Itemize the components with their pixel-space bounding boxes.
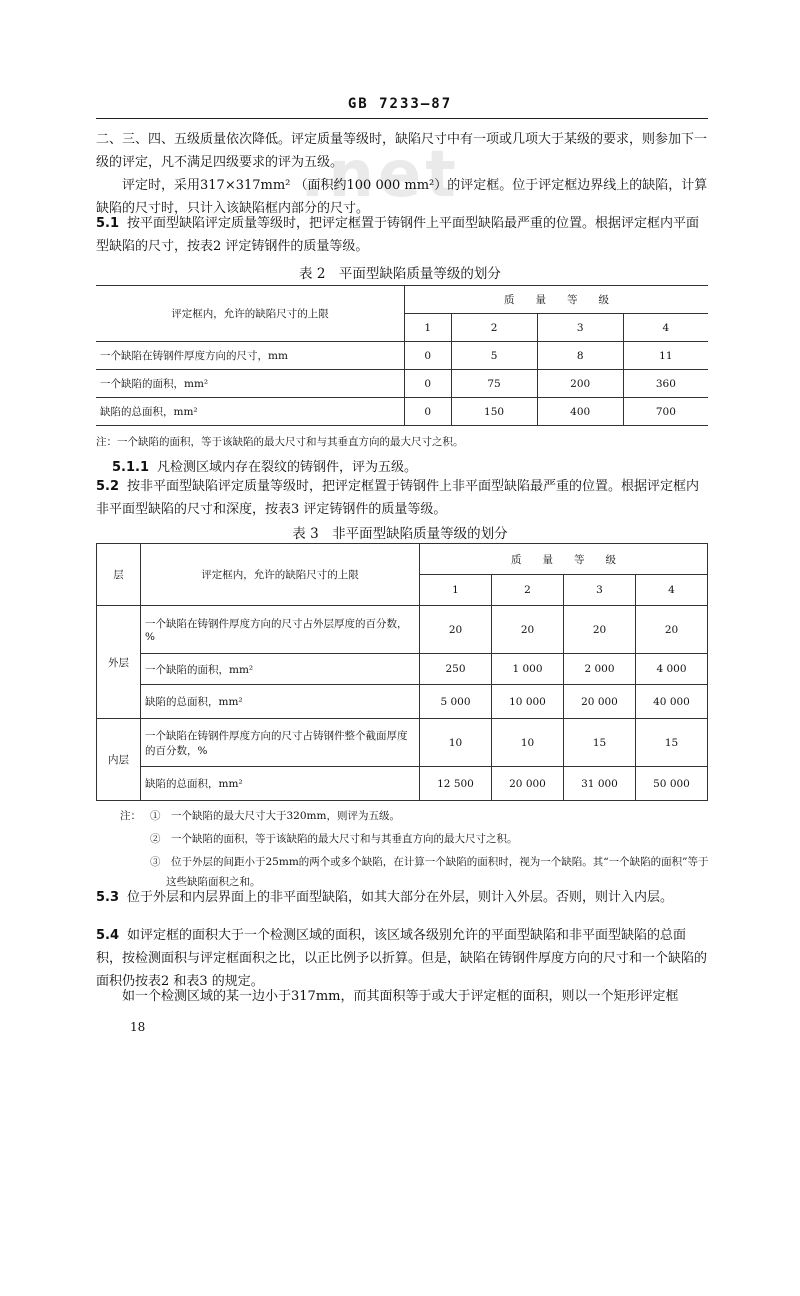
table-3-notes bbox=[150, 806, 710, 892]
note-item: ① 一个缺陷的最大尺寸大于320mm，则评为五级。 bbox=[150, 810, 400, 822]
table-cell: 20 000 bbox=[564, 685, 636, 719]
row-label: 一个缺陷在铸钢件厚度方向的尺寸，mm bbox=[96, 342, 405, 370]
table-cell: 20 bbox=[636, 606, 708, 654]
layer-header: 层 bbox=[97, 544, 141, 606]
table-cell: 5 bbox=[451, 342, 537, 370]
grade-header: 质 量 等 级 bbox=[405, 286, 709, 314]
table-row bbox=[97, 654, 708, 685]
table-cell: 20 bbox=[420, 606, 492, 654]
table-2-note: 注：一个缺陷的面积，等于该缺陷的最大尺寸和与其垂直方向的最大尺寸之积。 bbox=[96, 436, 464, 448]
table-cell: 8 bbox=[537, 342, 623, 370]
row-label: 缺陷的总面积，mm² bbox=[141, 767, 420, 801]
note-item: ② 一个缺陷的面积，等于该缺陷的最大尺寸和与其垂直方向的最大尺寸之积。 bbox=[150, 833, 518, 845]
row-label: 一个缺陷的面积，mm² bbox=[141, 654, 420, 685]
table-header: 评定框内，允许的缺陷尺寸的上限 bbox=[141, 544, 420, 606]
table-cell: 5 000 bbox=[420, 685, 492, 719]
section-5-4 bbox=[96, 924, 708, 993]
table-cell: 400 bbox=[537, 398, 623, 426]
note-item: ③ 位于外层的间距小于25mm的两个或多个缺陷，在计算一个缺陷的面积时，视为一个缺陷。其“一个缺陷的面积”等于这些缺陷面积之和。 bbox=[150, 856, 709, 888]
table-cell: 10 bbox=[492, 719, 564, 767]
table-cell: 11 bbox=[623, 342, 708, 370]
table-3 bbox=[96, 543, 708, 801]
grade-cell: 4 bbox=[623, 314, 708, 342]
table-cell: 700 bbox=[623, 398, 708, 426]
table-cell: 1 000 bbox=[492, 654, 564, 685]
section-text: 按非平面型缺陷评定质量等级时，把评定框置于铸钢件上非平面型缺陷最严重的位置。根据评定框内非平面型缺陷的尺寸和深度，按表3 评定铸钢件的质量等级。 bbox=[96, 479, 700, 517]
table-row bbox=[97, 719, 708, 767]
grade-cell: 1 bbox=[420, 575, 492, 606]
section-number: 5.1 bbox=[96, 216, 120, 231]
table-cell: 15 bbox=[636, 719, 708, 767]
table-header: 评定框内，允许的缺陷尺寸的上限 bbox=[96, 286, 405, 342]
table-cell: 40 000 bbox=[636, 685, 708, 719]
table-row bbox=[97, 606, 708, 654]
table-3-caption: 表 3 非平面型缺陷质量等级的划分 bbox=[292, 526, 508, 542]
layer-cell-inner: 内层 bbox=[97, 719, 141, 801]
watermark: .net bbox=[300, 138, 460, 212]
table-cell: 250 bbox=[420, 654, 492, 685]
section-number: 5.3 bbox=[96, 890, 120, 905]
section-text: 位于外层和内层界面上的非平面型缺陷，如其大部分在外层，则计入外层。否则，则计入内层。 bbox=[127, 890, 674, 905]
grade-cell: 3 bbox=[564, 575, 636, 606]
section-number: 5.1.1 bbox=[112, 460, 150, 475]
table-2-caption: 表 2 平面型缺陷质量等级的划分 bbox=[299, 266, 501, 282]
table-cell: 31 000 bbox=[564, 767, 636, 801]
grade-cell: 4 bbox=[636, 575, 708, 606]
row-label: 缺陷的总面积，mm² bbox=[96, 398, 405, 426]
page-header: GB 7233—87 bbox=[347, 96, 453, 112]
table-cell: 20 000 bbox=[492, 767, 564, 801]
table-cell: 360 bbox=[623, 370, 708, 398]
row-label: 一个缺陷在铸钢件厚度方向的尺寸占外层厚度的百分数，% bbox=[141, 606, 420, 654]
table-cell: 20 bbox=[564, 606, 636, 654]
section-text: 按平面型缺陷评定质量等级时，把评定框置于铸钢件上平面型缺陷最严重的位置。根据评定框内平面型缺陷的尺寸，按表2 评定铸钢件的质量等级。 bbox=[96, 216, 700, 254]
table-cell: 0 bbox=[405, 370, 452, 398]
table-cell: 2 000 bbox=[564, 654, 636, 685]
grade-cell: 1 bbox=[405, 314, 452, 342]
page-number: 18 bbox=[130, 1020, 146, 1034]
section-5-2 bbox=[96, 475, 708, 521]
section-text: 如评定框的面积大于一个检测区域的面积，该区域各级别允许的平面型缺陷和非平面型缺陷的总面积，按检测面积与评定框面积之比，以正比例予以折算。但是，缺陷在铸钢件厚度方向的尺寸和一个缺陷的面积仍按表2 和表3 的规定。 bbox=[96, 928, 708, 989]
table-cell: 0 bbox=[405, 342, 452, 370]
layer-cell-outer: 外层 bbox=[97, 606, 141, 719]
paragraph-2: 评定时，采用317×317mm² （面积约100 000 mm²）的评定框。位于评定框边界线上的缺陷，计算缺陷的尺寸时，只计入该缺陷框内部分的尺寸。 bbox=[96, 178, 708, 216]
table-cell: 12 500 bbox=[420, 767, 492, 801]
table-row bbox=[96, 398, 708, 426]
row-label: 一个缺陷的面积，mm² bbox=[96, 370, 405, 398]
table-cell: 20 bbox=[492, 606, 564, 654]
table-2 bbox=[96, 285, 708, 426]
table-row bbox=[96, 342, 708, 370]
grade-header: 质 量 等 级 bbox=[420, 544, 708, 575]
section-number: 5.2 bbox=[96, 479, 120, 494]
table-cell: 200 bbox=[537, 370, 623, 398]
table-3-note-label: 注： bbox=[120, 810, 141, 822]
grade-cell: 2 bbox=[451, 314, 537, 342]
grade-cell: 2 bbox=[492, 575, 564, 606]
section-number: 5.4 bbox=[96, 928, 120, 943]
table-row bbox=[97, 767, 708, 801]
paragraph-1: 二、三、四、五级质量依次降低。评定质量等级时，缺陷尺寸中有一项或几项大于某级的要求，则参加下一级的评定，凡不满足四级要求的评为五级。 bbox=[96, 132, 708, 170]
table-cell: 150 bbox=[451, 398, 537, 426]
table-row bbox=[96, 370, 708, 398]
section-5-1 bbox=[96, 212, 708, 258]
row-label: 缺陷的总面积，mm² bbox=[141, 685, 420, 719]
section-5-3 bbox=[96, 886, 708, 909]
grade-cell: 3 bbox=[537, 314, 623, 342]
table-row bbox=[97, 685, 708, 719]
table-cell: 75 bbox=[451, 370, 537, 398]
table-cell: 4 000 bbox=[636, 654, 708, 685]
header-rule bbox=[96, 118, 708, 119]
paragraph-last: 如一个检测区域的某一边小于317mm，而其面积等于或大于评定框的面积，则以一个矩形评定框 bbox=[122, 989, 679, 1004]
section-text: 凡检测区域内存在裂纹的铸钢件，评为五级。 bbox=[157, 460, 418, 475]
table-cell: 10 bbox=[420, 719, 492, 767]
table-cell: 50 000 bbox=[636, 767, 708, 801]
table-cell: 10 000 bbox=[492, 685, 564, 719]
table-cell: 15 bbox=[564, 719, 636, 767]
row-label: 一个缺陷在铸钢件厚度方向的尺寸占铸钢件整个截面厚度的百分数，% bbox=[141, 719, 420, 767]
table-cell: 0 bbox=[405, 398, 452, 426]
